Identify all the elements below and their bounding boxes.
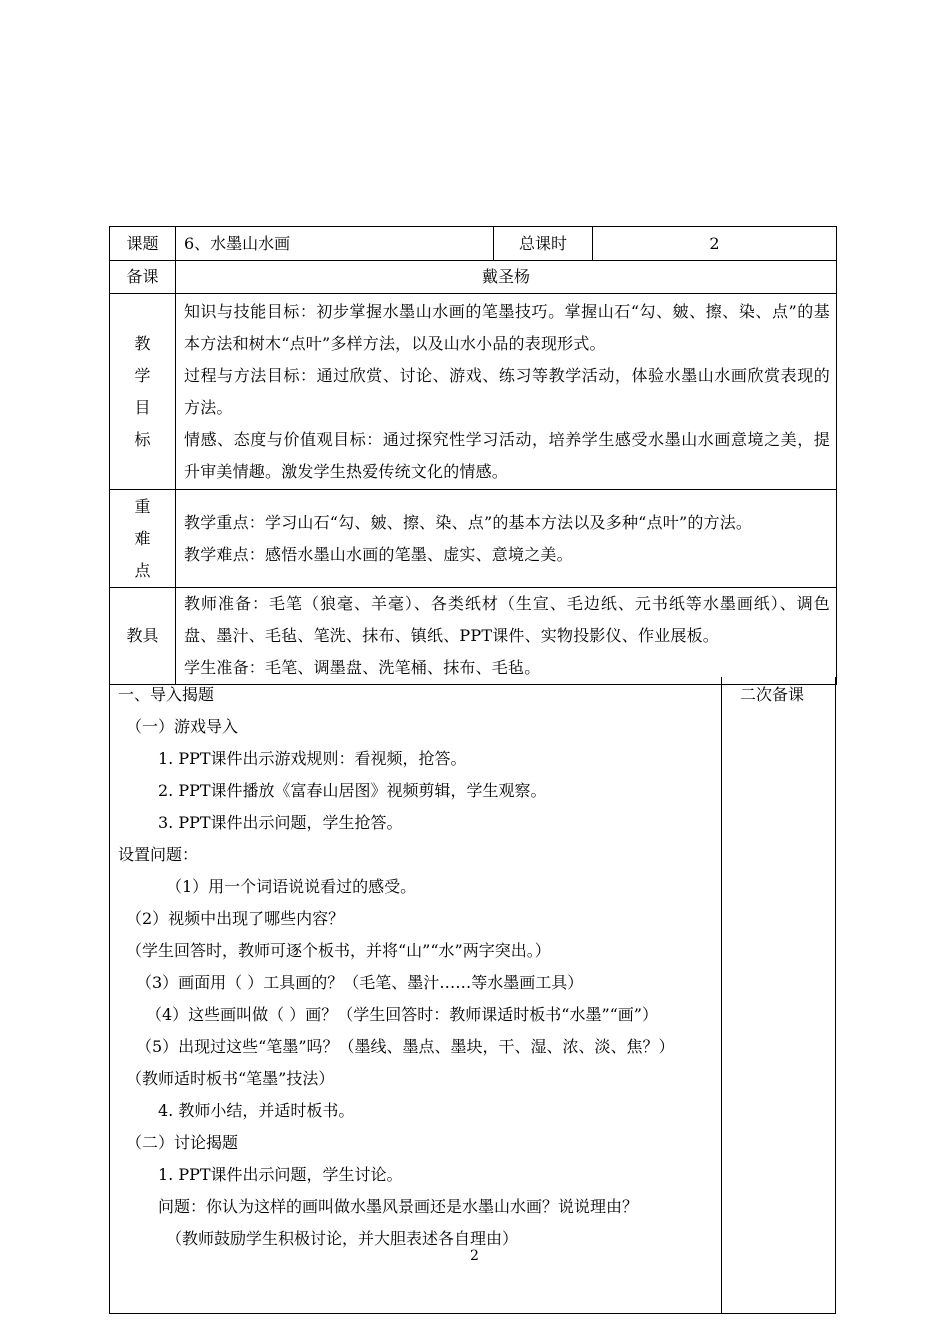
text-line: 设置问题： [118, 845, 199, 864]
tools-row [110, 588, 837, 685]
topic-row [110, 227, 837, 261]
section-heading: 一、导入揭题 [118, 685, 215, 704]
subsection-heading: （二）讨论揭题 [126, 1133, 239, 1152]
objective-knowledge: 知识与技能目标：初步掌握水墨山水画的笔墨技巧。掌握山石“勾、皴、擦、染、点”的基本方法和树木“点叶”多样方法，以及山水小品的表现形式。 [184, 301, 830, 353]
prep-row [110, 261, 837, 294]
objectives-label: 教 学 目 标 [110, 294, 176, 490]
list-item: 3. PPT课件出示问题，学生抢答。 [158, 813, 403, 832]
second-prep-label: 二次备课 [740, 685, 805, 704]
key-points-label: 重 难 点 [110, 490, 176, 588]
tools-content [176, 588, 837, 685]
topic-value: 6、水墨山水画 [176, 227, 494, 261]
hours-value: 2 [593, 227, 837, 261]
teaching-process-content [118, 679, 716, 1255]
text-line: （教师鼓励学生积极讨论，并大胆表述各自理由） [166, 1229, 519, 1248]
student-prep: 学生准备：毛笔、调墨盘、洗笔桶、抹布、毛毡。 [184, 658, 541, 677]
teacher-prep: 教师准备：毛笔（狼毫、羊毫）、各类纸材（生宣、毛边纸、元书纸等水墨画纸）、调色盘、墨汁、毛毡、笔洗、抹布、镇纸、PPT课件、实物投影仪、作业展板。 [184, 594, 830, 645]
objective-process: 过程与方法目标：通过欣赏、讨论、游戏、练习等教学活动，体验水墨山水画欣赏表现的方法。 [184, 365, 830, 417]
hours-label: 总课时 [494, 227, 593, 261]
column-divider [721, 677, 722, 1313]
list-item: 4. 教师小结，并适时板书。 [158, 1101, 355, 1120]
list-item: 1. PPT课件出示问题，学生讨论。 [158, 1165, 403, 1184]
list-item: 1. PPT课件出示游戏规则：看视频，抢答。 [158, 749, 467, 768]
text-line: （学生回答时，教师可逐个板书，并将“山”“水”两字突出。） [126, 941, 551, 960]
teaching-process-section [109, 677, 836, 1314]
question-item: （3）画面用（ ）工具画的？（毛笔、墨汁……等水墨画工具） [136, 973, 584, 992]
question-item: （1）用一个词语说说看过的感受。 [166, 877, 417, 896]
lesson-plan-table [109, 226, 837, 685]
page-number: 2 [470, 1248, 479, 1264]
question-item: （5）出现过这些“笔墨”吗？（墨线、墨点、墨块，干、湿、浓、淡、焦？） [136, 1037, 675, 1056]
key-point: 教学重点：学习山石“勾、皴、擦、染、点”的基本方法以及多种“点叶”的方法。 [184, 512, 753, 532]
prep-value: 戴圣杨 [176, 261, 837, 294]
key-points-row [110, 490, 837, 588]
topic-label: 课题 [110, 227, 176, 261]
key-points-content [176, 490, 837, 588]
difficult-point: 教学难点：感悟水墨山水画的笔墨、虚实、意境之美。 [184, 544, 573, 564]
objectives-content [176, 294, 837, 490]
question-item: （2）视频中出现了哪些内容？ [126, 909, 345, 928]
objective-emotion: 情感、态度与价值观目标：通过探究性学习活动，培养学生感受水墨山水画意境之美，提升审美情趣。激发学生热爱传统文化的情感。 [184, 429, 830, 481]
list-item: 2. PPT课件播放《富春山居图》视频剪辑，学生观察。 [158, 781, 547, 800]
tools-label: 教具 [110, 588, 176, 685]
text-line: （教师适时板书“笔墨”技法） [126, 1069, 335, 1088]
prep-label: 备课 [110, 261, 176, 294]
objectives-row [110, 294, 837, 490]
text-line: 问题：你认为这样的画叫做水墨风景画还是水墨山水画？说说理由？ [158, 1197, 639, 1216]
question-item: （4）这些画叫做（ ）画？（学生回答时：教师课适时板书“水墨”“画”） [146, 1005, 658, 1024]
subsection-heading: （一）游戏导入 [126, 717, 239, 736]
